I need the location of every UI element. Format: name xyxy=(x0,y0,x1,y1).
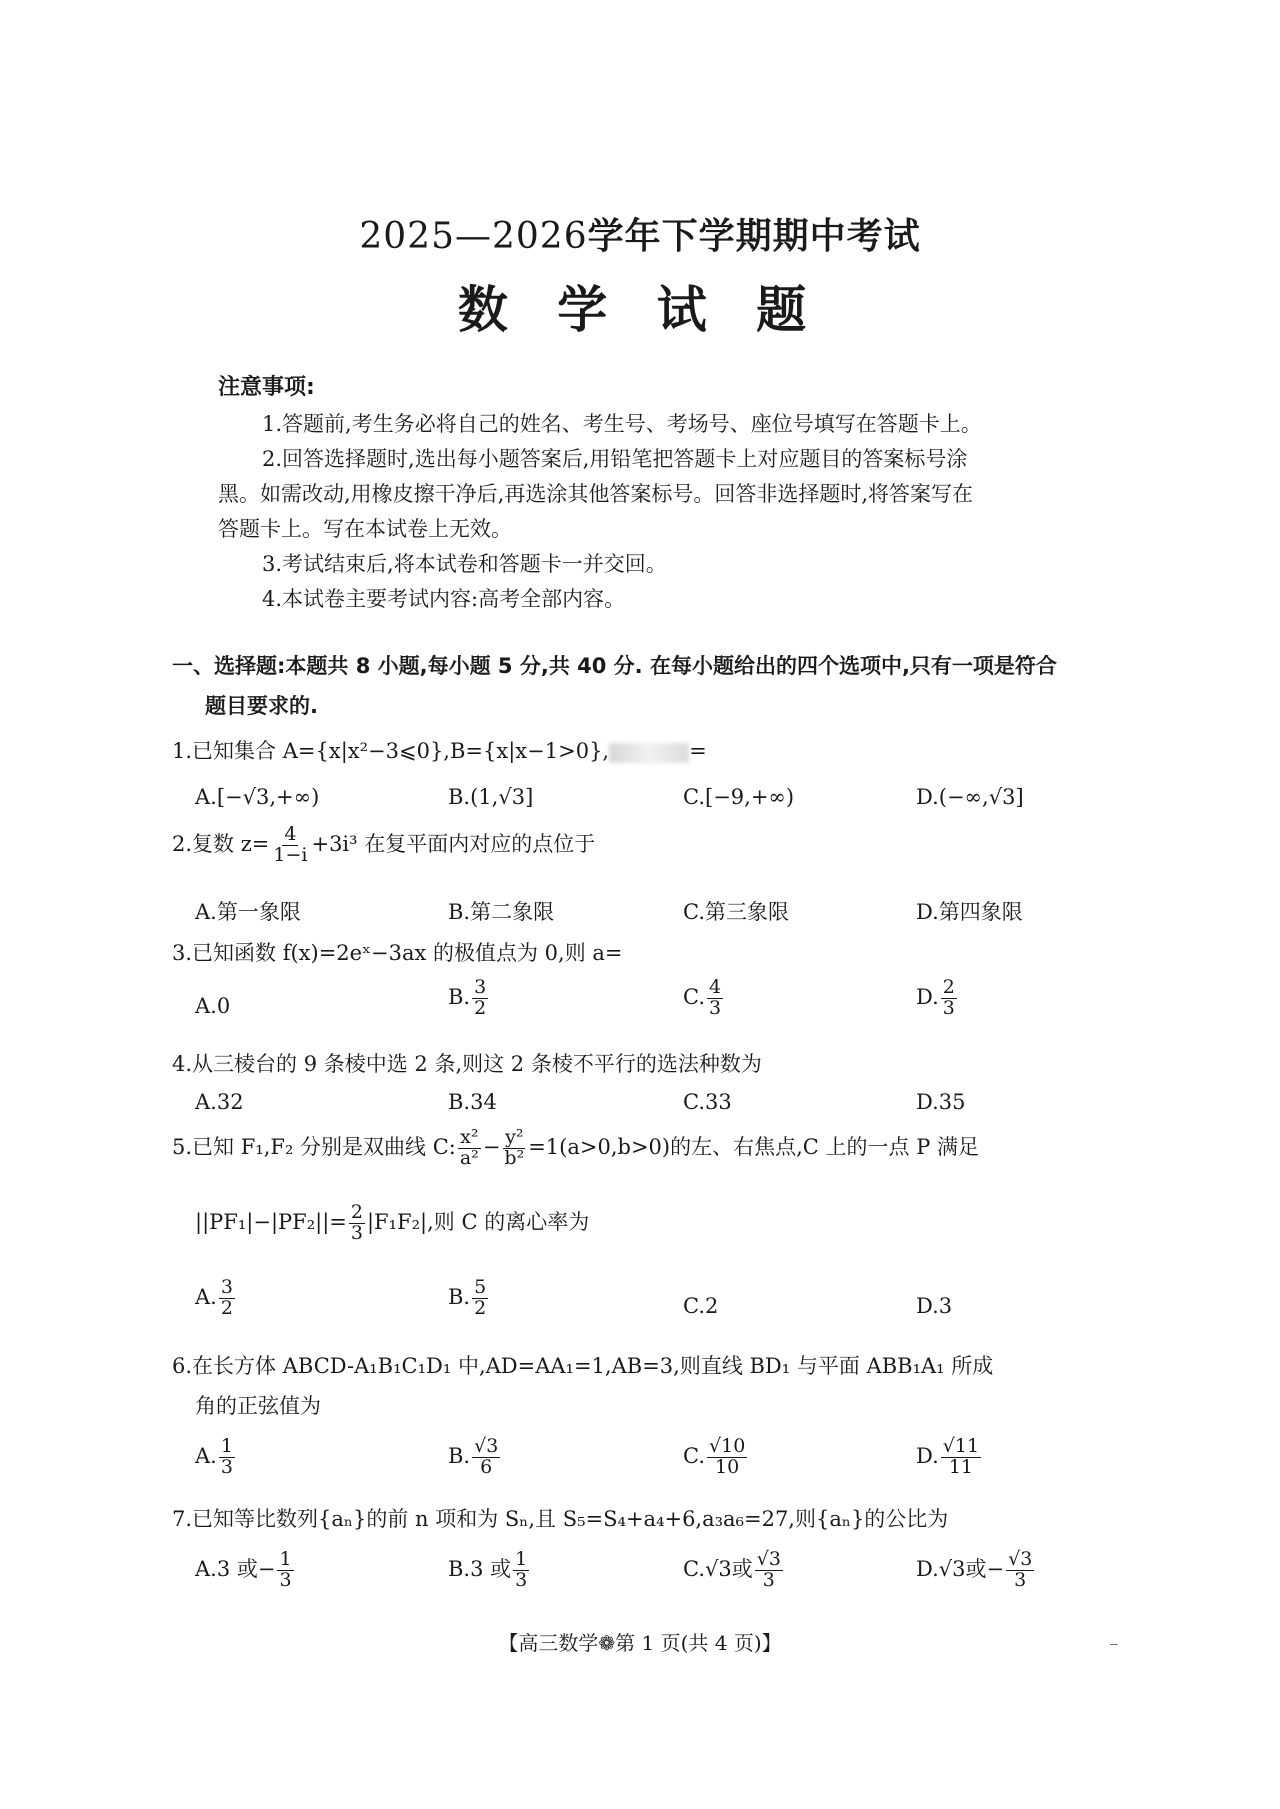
q2-option-b: B.第二象限 xyxy=(448,900,555,924)
notice-item-2b: 黑。如需改动,用橡皮擦干净后,再选涂其他答案标号。回答非选择题时,将答案写在 xyxy=(218,482,974,506)
q3-option-d: D. $\frac{2}{3}$ xyxy=(916,976,955,1019)
q1-option-b: B.(1,√3] xyxy=(448,785,534,809)
exam-title xyxy=(0,208,1280,259)
set-a: A={x|x²−3⩽0}, xyxy=(282,739,450,763)
question-6: 6.在长方体 ABCD-A₁B₁C₁D₁ 中,AD=AA₁=1,AB=3,则直线 BD₁ 与平面 ABB₁A₁ 所成 xyxy=(172,1354,994,1378)
exam-name: 学年下学期期中考试 xyxy=(587,216,921,257)
q5-option-b: B. $\frac{5}{2}$ xyxy=(448,1276,487,1319)
q4-option-c: C.33 xyxy=(683,1090,732,1114)
q4-option-a: A.32 xyxy=(195,1090,244,1114)
q1-option-d: D.(−∞,√3] xyxy=(916,785,1024,809)
q7-option-c: C.√3或 $\frac{√3}{3}$ xyxy=(683,1548,781,1591)
q3-option-a: A.0 xyxy=(195,994,231,1018)
notice-item-2a: 2.回答选择题时,选出每小题答案后,用铅笔把答题卡上对应题目的答案标号涂 xyxy=(262,447,968,471)
notice-item-1: 1.答题前,考生务必将自己的姓名、考生号、考场号、座位号填写在答题卡上。 xyxy=(262,412,982,436)
question-3: 3.已知函数 f(x)=2eˣ−3ax 的极值点为 0,则 a= xyxy=(172,941,623,965)
q1-option-c: C.[−9,+∞) xyxy=(683,785,795,809)
set-b: B={x|x−1>0}, xyxy=(450,739,610,763)
q6-option-b: B. $\frac{√3}{6}$ xyxy=(448,1435,499,1478)
q6-option-d: D. $\frac{√11}{11}$ xyxy=(916,1435,980,1478)
q7-option-b: B.3 或 $\frac{1}{3}$ xyxy=(448,1548,528,1591)
subject-title: 数 学 试 题 xyxy=(457,281,823,339)
question-2: 2.复数 z= $\frac{4}{1-i}$ +3i³ 在复平面内对应的点位于 xyxy=(172,823,596,866)
q3-option-c: C. $\frac{4}{3}$ xyxy=(683,976,722,1019)
q1-option-a: A.[−√3,+∞) xyxy=(195,785,320,809)
question-1: 1.已知集合 A={x|x²−3⩽0},B={x|x−1>0}, = xyxy=(172,739,707,763)
notice-item-2c: 答题卡上。写在本试卷上无效。 xyxy=(218,517,512,541)
q4-option-b: B.34 xyxy=(448,1090,497,1114)
corner-mark: -- xyxy=(1110,1637,1119,1651)
blurred-region xyxy=(609,743,689,763)
question-5: 5.已知 F₁,F₂ 分别是双曲线 C: $\frac{\text{x²}}{\text{a²}}$ − $\frac{\text{y²}}{\text{b²}}$ =1(a>0,b>0)的左、右焦点,C 上的一点 P 满足 xyxy=(172,1126,979,1169)
question-5-line-2: ||PF₁|−|PF₂||= $\frac{2}{3}$ |F₁F₂|,则 C 的离心率为 xyxy=(195,1201,590,1244)
q6-option-c: C. $\frac{√10}{10}$ xyxy=(683,1435,746,1478)
q7-option-d: D.√3或− $\frac{√3}{3}$ xyxy=(916,1548,1033,1591)
q3-option-b: B. $\frac{3}{2}$ xyxy=(448,976,487,1019)
question-4: 4.从三棱台的 9 条棱中选 2 条,则这 2 条棱不平行的选法种数为 xyxy=(172,1052,762,1076)
q2-option-d: D.第四象限 xyxy=(916,900,1023,924)
q5-option-c: C.2 xyxy=(683,1294,719,1318)
question-6-line-2: 角的正弦值为 xyxy=(195,1394,321,1418)
notice-title: 注意事项: xyxy=(218,375,315,400)
fraction: $\frac{4}{1-i}$ xyxy=(273,823,308,866)
q7-option-a: A.3 或− $\frac{1}{3}$ xyxy=(195,1548,292,1591)
q5-option-a: A. $\frac{3}{2}$ xyxy=(195,1276,233,1319)
q2-option-a: A.第一象限 xyxy=(195,900,301,924)
q5-option-d: D.3 xyxy=(916,1294,953,1318)
page-footer: 【高三数学❁第 1 页(共 4 页)】 xyxy=(498,1631,782,1655)
exam-year: 2025—2026 xyxy=(359,216,588,257)
notice-item-4: 4.本试卷主要考试内容:高考全部内容。 xyxy=(262,587,626,611)
section-heading-cont: 题目要求的. xyxy=(205,694,318,718)
section-heading: 一、选择题:本题共 8 小题,每小题 5 分,共 40 分. 在每小题给出的四个选项中,只有一项是符合 xyxy=(172,654,1057,678)
q2-option-c: C.第三象限 xyxy=(683,900,789,924)
question-7: 7.已知等比数列{aₙ}的前 n 项和为 Sₙ,且 S₅=S₄+a₄+6,a₃a₆=27,则{aₙ}的公比为 xyxy=(172,1507,949,1531)
q6-option-a: A. $\frac{1}{3}$ xyxy=(195,1435,233,1478)
notice-item-3: 3.考试结束后,将本试卷和答题卡一并交回。 xyxy=(262,552,667,576)
q4-option-d: D.35 xyxy=(916,1090,966,1114)
